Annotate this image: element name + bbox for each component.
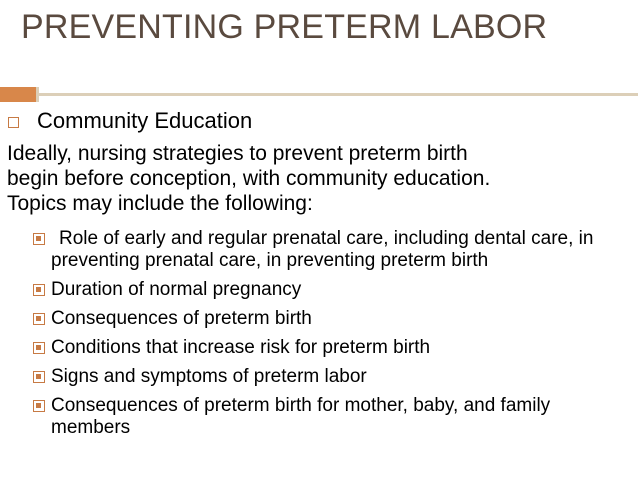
filled-square-icon [33, 400, 45, 412]
filled-square-icon [33, 233, 45, 245]
list-item-text: Conditions that increase risk for preterm birth [51, 337, 431, 358]
list-item-text: Consequences of preterm birth for mother, baby, and family members [51, 395, 551, 438]
section-heading-label: Community Education [37, 108, 253, 133]
divider-tick [36, 87, 39, 102]
list-item-text: Role of early and regular prenatal care, including dental care, in preventing prenatal care, in preventing preterm birth [51, 228, 594, 271]
hollow-square-icon [8, 117, 19, 128]
list-item [33, 228, 633, 272]
list-item [33, 337, 633, 359]
topics-list [33, 228, 633, 446]
intro-paragraph [7, 141, 635, 216]
filled-square-icon [33, 371, 45, 383]
list-item [33, 308, 633, 330]
list-item [33, 279, 633, 301]
filled-square-icon [33, 313, 45, 325]
list-item [33, 395, 633, 439]
list-item-text: Signs and symptoms of preterm labor [51, 366, 367, 387]
intro-line: Topics may include the following: [7, 192, 313, 215]
filled-square-icon [33, 284, 45, 296]
section-heading [8, 108, 252, 134]
accent-bar [0, 87, 36, 102]
slide-title: PREVENTING PRETERM LABOR [21, 8, 548, 46]
list-item-text: Consequences of preterm birth [51, 308, 312, 329]
intro-line: Ideally, nursing strategies to prevent preterm birth [7, 142, 468, 165]
title-divider [36, 93, 638, 96]
list-item [33, 366, 633, 388]
intro-line: begin before conception, with community education. [7, 167, 491, 190]
filled-square-icon [33, 342, 45, 354]
list-item-text: Duration of normal pregnancy [51, 279, 302, 300]
